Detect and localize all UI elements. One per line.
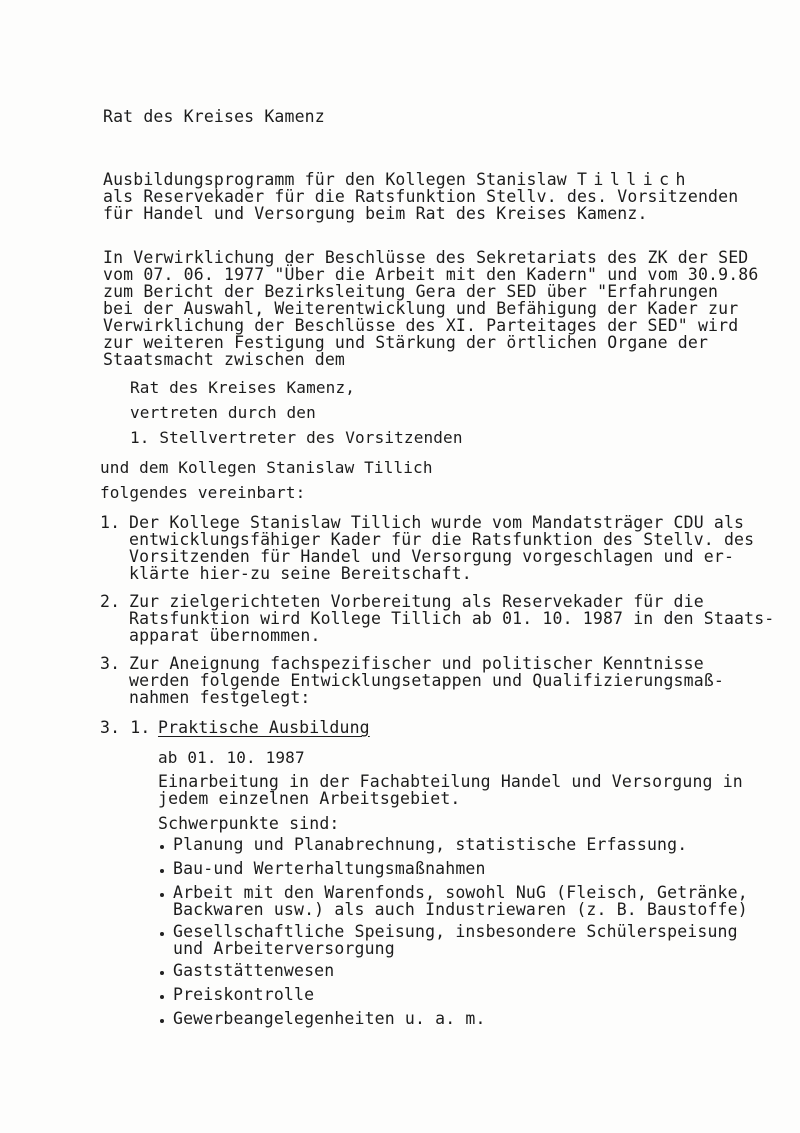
list-item: Gesellschaftliche Speisung, insbesondere Schülerspeisung: [173, 922, 738, 941]
point-line: apparat übernommen.: [129, 626, 321, 645]
point-line: Zur zielgerichteten Vorbereitung als Reservekader für die: [129, 592, 704, 611]
party-one-line: vertreten durch den: [130, 403, 316, 422]
section-title: Praktische Ausbildung: [158, 718, 370, 737]
point-number: 1.: [100, 513, 121, 532]
point-number: 3.: [100, 654, 121, 673]
point-line: nahmen festgelegt:: [129, 688, 311, 707]
point-line: Vorsitzenden für Handel und Versorgung vorgeschlagen und er-: [129, 547, 735, 566]
point-line: werden folgende Entwicklungsetappen und Qualifizierungsmaß-: [129, 671, 724, 690]
party-one-line: Rat des Kreises Kamenz,: [130, 378, 356, 397]
section-intro-line: jedem einzelnen Arbeitsgebiet.: [158, 789, 461, 808]
point-line: entwicklungsfähiger Kader für die Ratsfunktion des Stellv. des: [129, 530, 755, 549]
section-number: 3. 1.: [100, 718, 151, 737]
bullet-icon: [160, 845, 164, 849]
list-item: Preiskontrolle: [173, 985, 315, 1004]
preamble-line: In Verwirklichung der Beschlüsse des Sekretariats des ZK der SED: [103, 248, 749, 267]
party-two: und dem Kollegen Stanislaw Tillich: [100, 458, 433, 477]
subject-line-1: Ausbildungsprogramm für den Kollegen Stanislaw Tillich: [103, 170, 692, 189]
point-line: klärte hier-zu seine Bereitschaft.: [129, 564, 472, 583]
subject-line-3: für Handel und Versorgung beim Rat des Kreises Kamenz.: [103, 204, 648, 223]
party-one-line: 1. Stellvertreter des Vorsitzenden: [130, 428, 463, 447]
bullet-icon: [160, 1019, 164, 1023]
preamble-line: Verwirklichung der Beschlüsse des XI. Parteitages der SED" wird: [103, 316, 739, 335]
focus-label: Schwerpunkte sind:: [158, 814, 340, 833]
bullet-icon: [160, 932, 164, 936]
preamble-line: zum Bericht der Bezirksleitung Gera der SED über "Erfahrungen: [103, 282, 719, 301]
bullet-icon: [160, 893, 164, 897]
agreement-intro: folgendes vereinbart:: [100, 483, 306, 502]
list-item-continuation: und Arbeiterversorgung: [173, 939, 395, 958]
list-item: Gaststättenwesen: [173, 961, 335, 980]
preamble-line: vom 07. 06. 1977 "Über die Arbeit mit den Kadern" und vom 30.9.86: [103, 265, 759, 284]
section-date: ab 01. 10. 1987: [158, 748, 305, 767]
preamble-line: zur weiteren Festigung und Stärkung der örtlichen Organe der: [103, 333, 709, 352]
point-line: Der Kollege Stanislaw Tillich wurde vom Mandatsträger CDU als: [129, 513, 745, 532]
list-item-continuation: Backwaren usw.) als auch Industriewaren (z. B. Baustoffe): [173, 900, 748, 919]
subject-line-2: als Reservekader für die Ratsfunktion Stellv. des. Vorsitzenden: [103, 187, 739, 206]
preamble-line: bei der Auswahl, Weiterentwicklung und Befähigung der Kader zur: [103, 299, 739, 318]
point-line: Ratsfunktion wird Kollege Tillich ab 01. 10. 1987 in den Staats-: [129, 609, 775, 628]
point-number: 2.: [100, 592, 121, 611]
list-item: Bau-und Werterhaltungsmaßnahmen: [173, 859, 486, 878]
list-item: Gewerbeangelegenheiten u. a. m.: [173, 1009, 486, 1028]
bullet-icon: [160, 995, 164, 999]
list-item: Planung und Planabrechnung, statistische Erfassung.: [173, 835, 688, 854]
surname-spaced: Tillich: [576, 170, 692, 189]
issuing-authority: Rat des Kreises Kamenz: [103, 107, 325, 126]
list-item: Arbeit mit den Warenfonds, sowohl NuG (Fleisch, Getränke,: [173, 883, 748, 902]
preamble-line: Staatsmacht zwischen dem: [103, 350, 346, 369]
section-intro-line: Einarbeitung in der Fachabteilung Handel und Versorgung in: [158, 772, 743, 791]
point-line: Zur Aneignung fachspezifischer und politischer Kenntnisse: [129, 654, 704, 673]
bullet-icon: [160, 971, 164, 975]
bullet-icon: [160, 869, 164, 873]
